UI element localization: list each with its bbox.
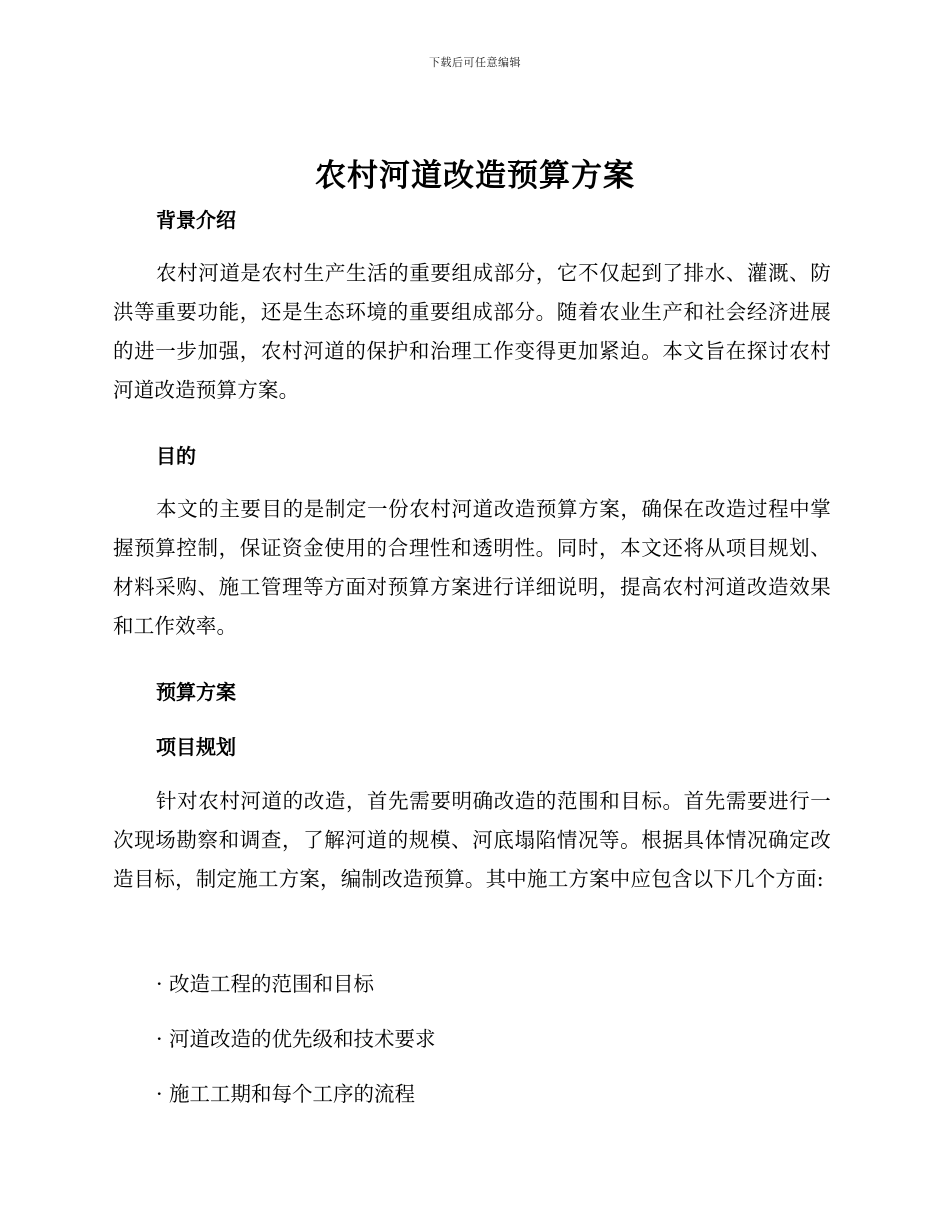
header-note: 下载后可任意编辑: [429, 56, 521, 69]
heading-planning: 项目规划: [156, 735, 236, 759]
paragraph-purpose: 本文的主要目的是制定一份农村河道改造预算方案，确保在改造过程中掌握预算控制，保证资金使用的合理性和透明性。同时，本文还将从项目规划、材料采购、施工管理等方面对预算方案进行详细说明，提高农村河道改造效果和工作效率。: [113, 497, 831, 638]
document-title: 农村河道改造预算方案: [315, 158, 635, 194]
list-item: · 施工工期和每个工序的流程: [156, 1082, 416, 1106]
heading-purpose: 目的: [156, 444, 196, 468]
paragraph-background: 农村河道是农村生产生活的重要组成部分，它不仅起到了排水、灌溉、防洪等重要功能，还是生态环境的重要组成部分。随着农业生产和社会经济进展的进一步加强，农村河道的保护和治理工作变得更加紧迫。本文旨在探讨农村河道改造预算方案。: [113, 261, 831, 402]
heading-background: 背景介绍: [156, 208, 236, 232]
paragraph-planning: 针对农村河道的改造，首先需要明确改造的范围和目标。首先需要进行一次现场勘察和调查，了解河道的规模、河底塌陷情况等。根据具体情况确定改造目标，制定施工方案，编制改造预算。其中施工方案中应包含以下几个方面:: [113, 789, 831, 891]
list-item: · 河道改造的优先级和技术要求: [156, 1027, 436, 1051]
list-item: · 改造工程的范围和目标: [156, 972, 375, 996]
heading-budget: 预算方案: [156, 680, 236, 704]
